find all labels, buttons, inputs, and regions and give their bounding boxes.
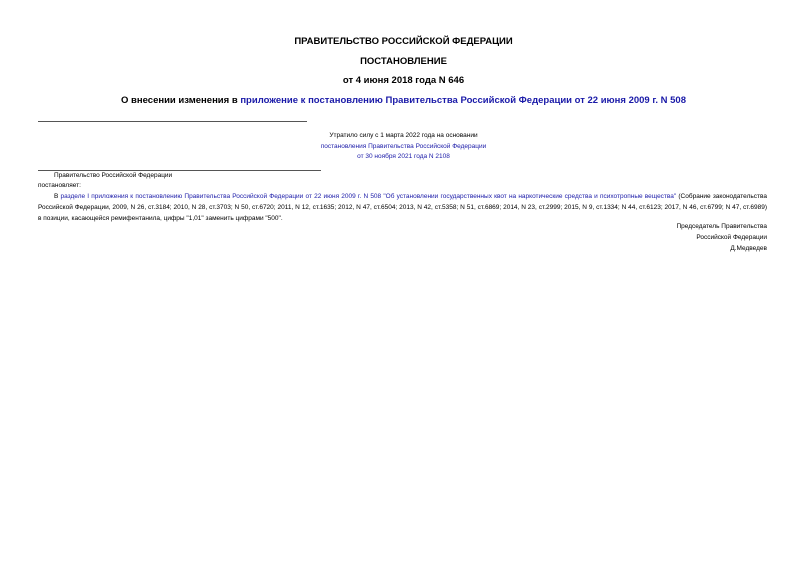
government-heading: ПРАВИТЕЛЬСТВО РОССИЙСКОЙ ФЕДЕРАЦИИ [294, 36, 513, 47]
body-link-appendix[interactable]: разделе I приложения к постановлению Правительства Российской Федерации от 22 июня 2009 г. N 508 "Об установлении государственных квот на наркотические средства и психотропные вещества" [60, 193, 677, 200]
preamble-resolves: постановляет: [38, 182, 81, 189]
document-title [0, 95, 807, 106]
document-title-link[interactable]: приложение к постановлению Правительства Российской Федерации от 22 июня 2009 г. N 508 [240, 95, 686, 106]
status-note-link-decree[interactable]: постановления Правительства Российской Федерации [320, 143, 487, 150]
document-date-number: от 4 июня 2018 года N 646 [342, 75, 465, 86]
signature-name: Д.Медведев [730, 245, 767, 252]
body-part1: В [54, 193, 61, 200]
signature-position-line2: Российской Федерации [696, 234, 767, 241]
body-paragraph [38, 191, 767, 224]
signature-position-line1: Председатель Правительства [676, 223, 767, 230]
preamble-government: Правительство Российской Федерации [54, 172, 173, 179]
divider-top [38, 121, 307, 122]
document-type: ПОСТАНОВЛЕНИЕ [360, 56, 447, 67]
divider-bottom [38, 170, 321, 171]
document-title-prefix: О внесении изменения в [121, 95, 241, 106]
status-note-link-date[interactable]: от 30 ноября 2021 года N 2108 [357, 153, 450, 160]
body-part2: (Собрание законодательства Российской Федерации, 2009, N 26, ст.3184; 2010, N 28, ст.3703; N 50, ст.6720; 2011, N 12, ст.1635; 2012, N 47, ст.6504; 2013, N 42, ст.5358; N 51, ст.6869; 2014, N 23, ст.2999; 2015, N 9, ст.1334; N 44, ст.6123; 2017, N 46, ст.6799; N 47, ст.6989) в позиции, касающейся ремифентанила, цифры "1,01" заменить цифрами "500". [38, 193, 767, 222]
status-note-line1: Утратило силу с 1 марта 2022 года на основании [329, 132, 478, 139]
